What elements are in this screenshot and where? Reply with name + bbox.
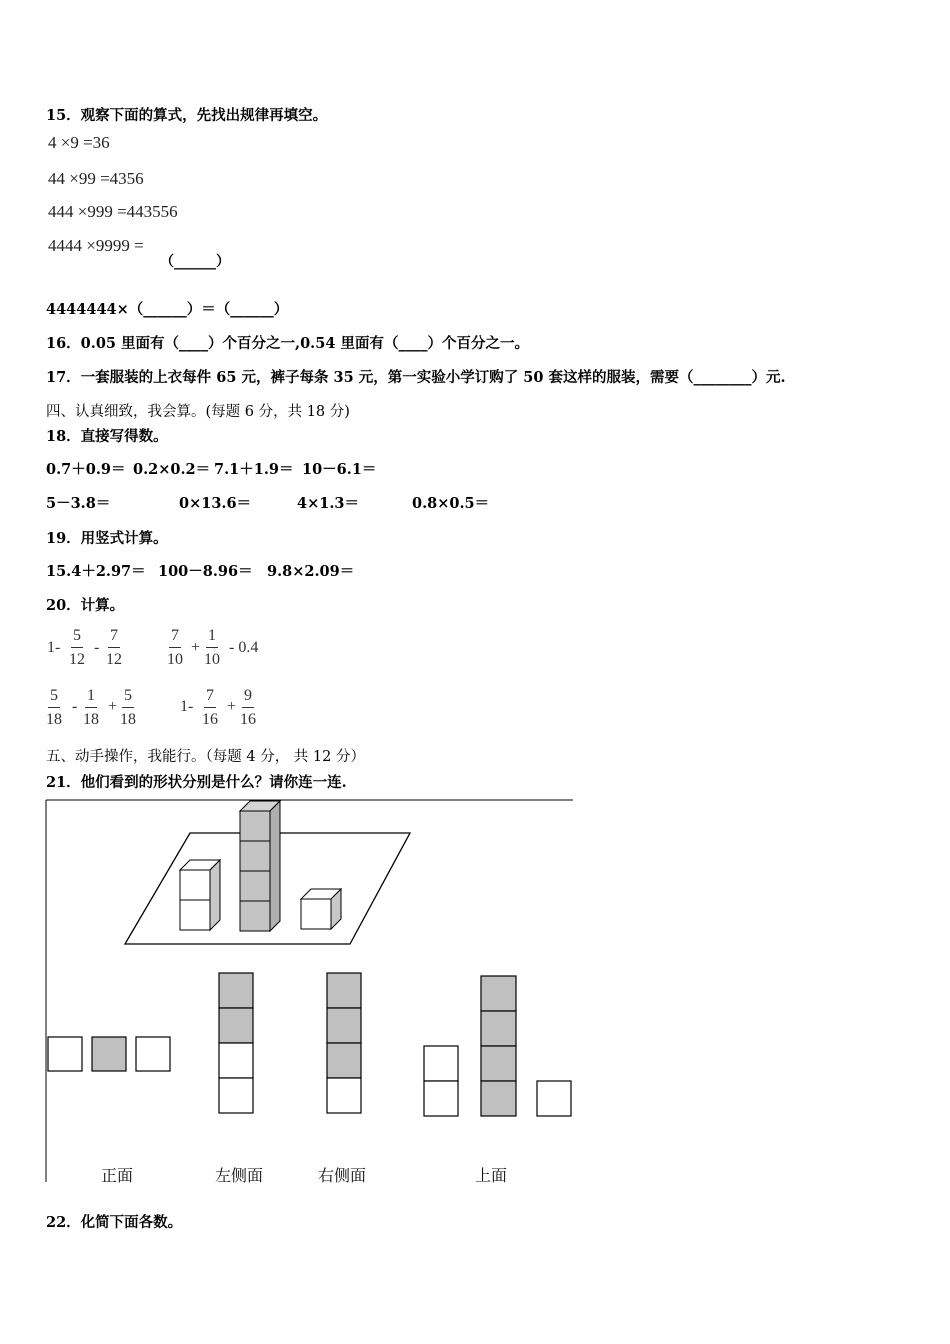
q20-e3-op-1: -: [72, 698, 78, 715]
tall-cube-stack: [240, 801, 280, 931]
q20-e2-frac-1: [167, 628, 183, 668]
q20-e1-lead: 1-: [47, 639, 61, 656]
numerator: 9: [242, 688, 254, 708]
q20-title: 20．计算。: [46, 597, 125, 614]
q18-item-2: 0.2×0.2＝: [133, 461, 211, 478]
q20-e2-op: +: [191, 639, 201, 656]
q15-last-line: 4444444×（______）＝（______）: [46, 301, 289, 318]
q18-item-4: 10－6.1＝: [302, 461, 377, 478]
q18-item-6: 0×13.6＝: [179, 495, 252, 512]
q20-e4-op: +: [227, 698, 237, 715]
q20-e3-op-2: +: [108, 698, 118, 715]
label-left-side: 左侧面: [215, 1166, 264, 1185]
q15-line-2: 44 ×99 =4356: [48, 169, 144, 188]
right-side-view: [327, 973, 361, 1113]
q20-e1-op: -: [94, 639, 100, 656]
q21-title: 21．他们看到的形状分别是什么？请你连一连.: [46, 774, 347, 791]
q15-line-1: 4 ×9 =36: [48, 133, 110, 152]
q19-item-3: 9.8×2.09＝: [267, 563, 355, 580]
q20-e3-frac-3: [120, 688, 136, 728]
numerator: 1: [206, 628, 218, 648]
denominator: 16: [240, 711, 256, 728]
q20-e4-frac-1: [202, 688, 218, 728]
left-side-view: [219, 973, 253, 1113]
label-front: 正面: [101, 1166, 134, 1185]
q16-text: 16．0.05 里面有（____）个百分之一,0.54 里面有（____）个百分之一。: [46, 335, 529, 352]
q21-figure: [45, 798, 575, 1184]
q18-item-7: 4×1.3＝: [297, 495, 359, 512]
q20-e1-frac-2: [106, 628, 122, 668]
denominator: 16: [202, 711, 218, 728]
top-view: [424, 976, 571, 1116]
q20-e2-tail: - 0.4: [229, 639, 259, 656]
denominator: 18: [83, 711, 99, 728]
section-4-heading: 四、认真细致，我会算。(每题 6 分，共 18 分): [46, 404, 350, 420]
label-top: 上面: [475, 1166, 508, 1185]
numerator: 5: [122, 688, 134, 708]
numerator: 5: [48, 688, 60, 708]
q20-e4-frac-2: [240, 688, 256, 728]
denominator: 10: [167, 651, 183, 668]
q18-title: 18．直接写得数。: [46, 428, 168, 445]
q19-title: 19．用竖式计算。: [46, 530, 168, 547]
q18-item-5: 5－3.8＝: [46, 495, 111, 512]
denominator: 12: [69, 651, 85, 668]
q20-e3-frac-2: [83, 688, 99, 728]
q20-e2-frac-2: [204, 628, 220, 668]
q20-e4-lead: 1-: [180, 698, 194, 715]
q19-item-1: 15.4＋2.97＝: [46, 563, 146, 580]
q15-line-4: 4444 ×9999 =: [48, 236, 144, 255]
q20-e3-frac-1: [46, 688, 62, 728]
numerator: 7: [108, 628, 120, 648]
q18-item-3: 7.1＋1.9＝: [214, 461, 294, 478]
q15-blank[interactable]: （______）: [160, 254, 230, 270]
numerator: 5: [71, 628, 83, 648]
q18-item-1: 0.7＋0.9＝: [46, 461, 126, 478]
q20-e1-frac-1: [69, 628, 85, 668]
q18-item-8: 0.8×0.5＝: [412, 495, 490, 512]
q19-item-2: 100－8.96＝: [158, 563, 253, 580]
front-view: [48, 1037, 170, 1071]
q17-text: 17．一套服装的上衣每件 65 元，裤子每条 35 元，第一实验小学订购了 50 套这样的服装，需要（________）元.: [46, 369, 786, 386]
denominator: 12: [106, 651, 122, 668]
numerator: 7: [169, 628, 181, 648]
label-right-side: 右侧面: [318, 1166, 367, 1185]
denominator: 18: [120, 711, 136, 728]
denominator: 18: [46, 711, 62, 728]
numerator: 7: [204, 688, 216, 708]
section-5-heading: 五、动手操作，我能行。（每题 4 分， 共 12 分）: [46, 749, 365, 765]
numerator: 1: [85, 688, 97, 708]
q15-title: 15．观察下面的算式，先找出规律再填空。: [46, 107, 328, 124]
left-cube-stack: [180, 860, 220, 930]
single-cube: [301, 889, 341, 929]
q15-line-3: 444 ×999 =443556: [48, 202, 178, 221]
q22-title: 22．化简下面各数。: [46, 1214, 183, 1231]
denominator: 10: [204, 651, 220, 668]
